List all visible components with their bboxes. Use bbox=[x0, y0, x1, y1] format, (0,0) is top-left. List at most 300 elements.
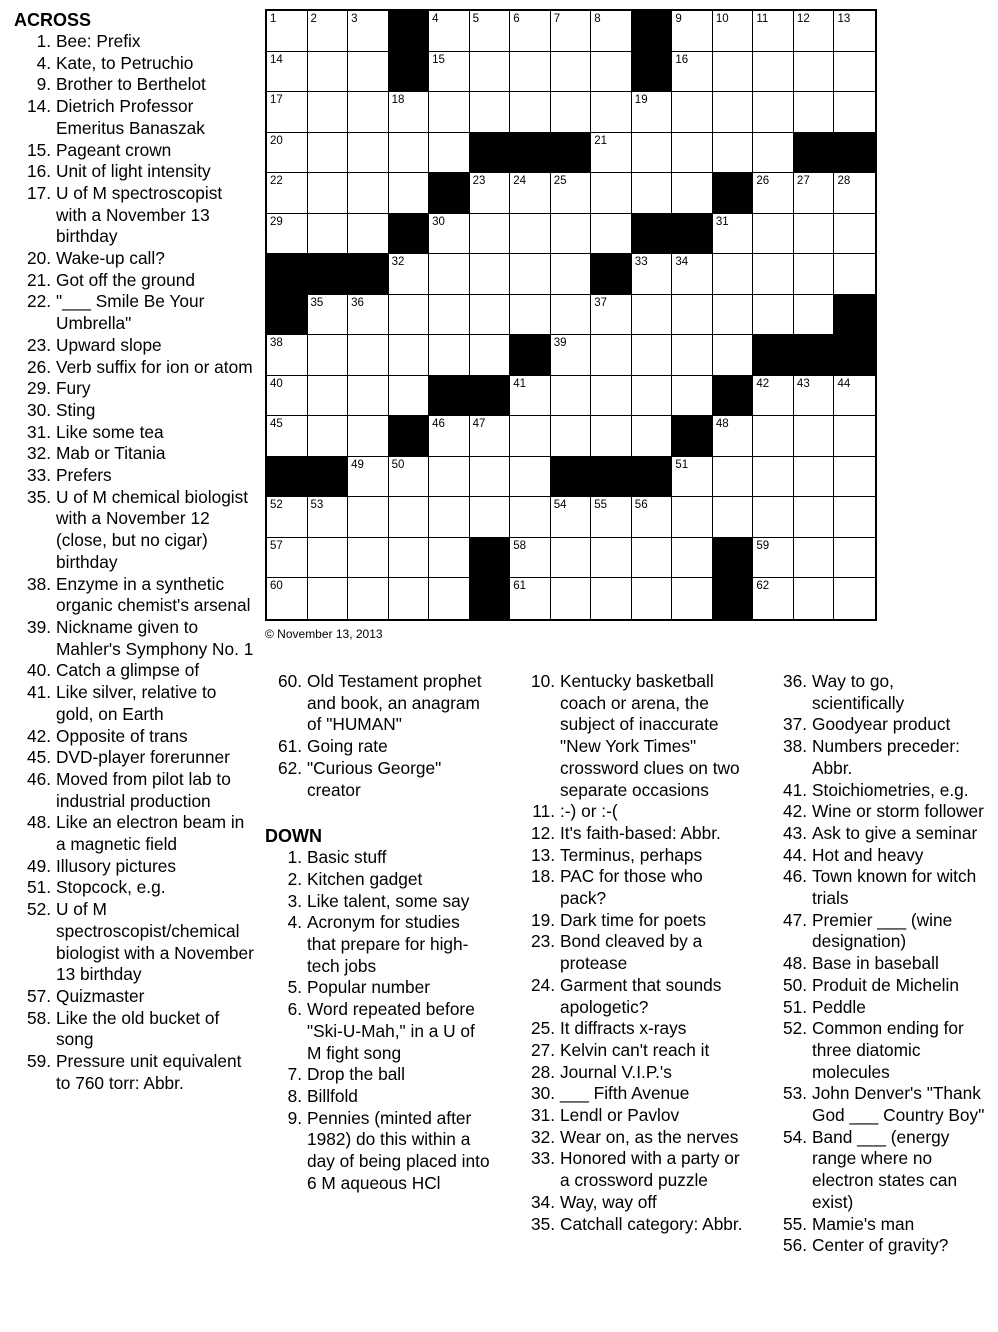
grid-cell[interactable] bbox=[834, 457, 875, 498]
grid-cell[interactable] bbox=[834, 254, 875, 295]
grid-cell[interactable] bbox=[429, 497, 470, 538]
grid-cell[interactable] bbox=[672, 578, 713, 619]
black-square bbox=[470, 133, 511, 174]
clue-number: 40. bbox=[26, 660, 51, 681]
cell-number: 48 bbox=[715, 418, 729, 431]
grid-cell[interactable] bbox=[591, 133, 632, 174]
grid-cell[interactable] bbox=[308, 497, 349, 538]
grid-cell[interactable] bbox=[591, 335, 632, 376]
clue-item bbox=[14, 617, 256, 660]
grid-cell[interactable] bbox=[551, 416, 592, 457]
clue-number: 37. bbox=[782, 714, 807, 735]
grid-cell[interactable] bbox=[429, 11, 470, 52]
grid-cell[interactable] bbox=[470, 335, 511, 376]
grid-cell[interactable] bbox=[348, 376, 389, 417]
grid-cell[interactable] bbox=[713, 335, 754, 376]
grid-cell[interactable] bbox=[632, 133, 673, 174]
clue-text: Kate, to Petruchio bbox=[56, 52, 194, 73]
grid-cell[interactable] bbox=[348, 214, 389, 255]
clue-item bbox=[265, 671, 492, 736]
clue-number: 3. bbox=[287, 890, 302, 911]
grid-cell[interactable] bbox=[470, 52, 511, 93]
clue-text: Way, way off bbox=[560, 1191, 657, 1212]
grid-cell[interactable] bbox=[551, 173, 592, 214]
clue-item bbox=[265, 869, 492, 891]
grid-cell[interactable] bbox=[713, 52, 754, 93]
black-square bbox=[429, 173, 470, 214]
grid-cell[interactable] bbox=[591, 578, 632, 619]
grid-cell[interactable] bbox=[429, 416, 470, 457]
grid-cell[interactable] bbox=[551, 538, 592, 579]
clue-text: Like silver, relative to gold, on Earth bbox=[56, 682, 217, 724]
clue-text: Nickname given to Mahler's Symphony No. 1 bbox=[56, 616, 254, 659]
clues-column-2 bbox=[520, 671, 745, 1235]
grid-cell[interactable] bbox=[794, 92, 835, 133]
cell-number: 38 bbox=[270, 337, 283, 350]
grid-cell[interactable] bbox=[713, 133, 754, 174]
black-square bbox=[632, 52, 673, 93]
clue-number: 43. bbox=[782, 822, 807, 843]
grid-cell[interactable] bbox=[389, 538, 430, 579]
clue-number: 23. bbox=[530, 931, 555, 952]
grid-cell[interactable] bbox=[429, 52, 470, 93]
clue-item bbox=[772, 736, 990, 779]
grid-cell[interactable] bbox=[591, 538, 632, 579]
clue-text: Opposite of trans bbox=[56, 725, 188, 746]
grid-cell[interactable] bbox=[794, 173, 835, 214]
grid-cell[interactable] bbox=[551, 52, 592, 93]
grid-cell[interactable] bbox=[348, 538, 389, 579]
clue-number: 58. bbox=[26, 1007, 51, 1028]
grid-cell[interactable] bbox=[672, 173, 713, 214]
grid-cell[interactable] bbox=[267, 376, 308, 417]
grid-cell[interactable] bbox=[551, 376, 592, 417]
black-square bbox=[267, 254, 308, 295]
grid-cell[interactable] bbox=[470, 497, 511, 538]
clue-item bbox=[772, 997, 990, 1019]
cell-number: 8 bbox=[594, 13, 601, 25]
cell-number: 23 bbox=[472, 175, 486, 188]
grid-cell[interactable] bbox=[834, 52, 875, 93]
grid-cell[interactable] bbox=[308, 376, 349, 417]
grid-cell[interactable] bbox=[389, 254, 430, 295]
grid-cell[interactable] bbox=[429, 457, 470, 498]
clue-item bbox=[772, 953, 990, 975]
grid-cell[interactable] bbox=[348, 578, 389, 619]
grid-cell[interactable] bbox=[470, 173, 511, 214]
grid-cell[interactable] bbox=[267, 538, 308, 579]
grid-cell[interactable] bbox=[389, 457, 430, 498]
grid-cell[interactable] bbox=[672, 376, 713, 417]
grid-cell[interactable] bbox=[348, 416, 389, 457]
clue-item bbox=[14, 747, 256, 769]
clue-text: Billfold bbox=[307, 1085, 358, 1106]
grid-cell[interactable] bbox=[672, 52, 713, 93]
grid-cell[interactable] bbox=[753, 416, 794, 457]
grid-cell[interactable] bbox=[348, 457, 389, 498]
grid-cell[interactable] bbox=[551, 92, 592, 133]
grid-cell[interactable] bbox=[429, 295, 470, 336]
clue-item bbox=[14, 378, 256, 400]
grid-cell[interactable] bbox=[753, 457, 794, 498]
grid-cell[interactable] bbox=[510, 578, 551, 619]
clue-text: Wear on, as the nerves bbox=[560, 1126, 739, 1147]
grid-cell[interactable] bbox=[753, 254, 794, 295]
grid-cell[interactable] bbox=[672, 538, 713, 579]
clue-number: 32. bbox=[530, 1126, 555, 1147]
grid-cell[interactable] bbox=[753, 11, 794, 52]
grid-cell[interactable] bbox=[753, 173, 794, 214]
grid-cell[interactable] bbox=[308, 214, 349, 255]
grid-cell[interactable] bbox=[389, 173, 430, 214]
grid-cell[interactable] bbox=[591, 173, 632, 214]
clue-text: Band ___ (energy range where no electron states can exist) bbox=[812, 1126, 958, 1212]
clue-number: 33. bbox=[530, 1148, 555, 1169]
grid-cell[interactable] bbox=[308, 52, 349, 93]
grid-cell[interactable] bbox=[591, 295, 632, 336]
grid-cell[interactable] bbox=[753, 214, 794, 255]
grid-cell[interactable] bbox=[308, 133, 349, 174]
grid-cell[interactable] bbox=[753, 538, 794, 579]
grid-cell[interactable] bbox=[794, 214, 835, 255]
cell-number: 35 bbox=[310, 296, 324, 309]
grid-cell[interactable] bbox=[591, 92, 632, 133]
clue-item bbox=[520, 1192, 745, 1214]
clue-number: 14. bbox=[26, 96, 51, 117]
clue-item bbox=[14, 487, 256, 574]
grid-cell[interactable] bbox=[794, 457, 835, 498]
grid-cell[interactable] bbox=[510, 376, 551, 417]
grid-cell[interactable] bbox=[510, 214, 551, 255]
grid-cell[interactable] bbox=[510, 173, 551, 214]
grid-cell[interactable] bbox=[510, 295, 551, 336]
cell-number: 45 bbox=[270, 418, 283, 431]
clue-item bbox=[520, 845, 745, 867]
grid-cell[interactable] bbox=[794, 578, 835, 619]
grid-cell[interactable] bbox=[794, 416, 835, 457]
grid-cell[interactable] bbox=[389, 578, 430, 619]
grid-cell[interactable] bbox=[834, 578, 875, 619]
black-square bbox=[834, 335, 875, 376]
grid-cell[interactable] bbox=[632, 92, 673, 133]
grid-cell[interactable] bbox=[834, 92, 875, 133]
black-square bbox=[551, 133, 592, 174]
grid-cell[interactable] bbox=[713, 92, 754, 133]
grid-cell[interactable] bbox=[267, 52, 308, 93]
clue-item bbox=[520, 1148, 745, 1191]
grid-cell[interactable] bbox=[834, 173, 875, 214]
clue-number: 33. bbox=[26, 465, 51, 486]
grid-cell[interactable] bbox=[591, 376, 632, 417]
grid-cell[interactable] bbox=[429, 92, 470, 133]
grid-cell[interactable] bbox=[672, 11, 713, 52]
grid-cell[interactable] bbox=[834, 376, 875, 417]
grid-cell[interactable] bbox=[672, 295, 713, 336]
grid-cell[interactable] bbox=[429, 538, 470, 579]
grid-cell[interactable] bbox=[348, 11, 389, 52]
cell-number: 60 bbox=[270, 580, 283, 593]
cell-number: 41 bbox=[513, 377, 526, 390]
grid-cell[interactable] bbox=[753, 295, 794, 336]
grid-cell[interactable] bbox=[308, 295, 349, 336]
grid-cell[interactable] bbox=[713, 11, 754, 52]
grid-cell[interactable] bbox=[551, 335, 592, 376]
black-square bbox=[713, 578, 754, 619]
grid-cell[interactable] bbox=[267, 578, 308, 619]
grid-cell[interactable] bbox=[713, 214, 754, 255]
grid-cell[interactable] bbox=[267, 11, 308, 52]
grid-cell[interactable] bbox=[470, 416, 511, 457]
grid-cell[interactable] bbox=[308, 416, 349, 457]
clue-item bbox=[772, 671, 990, 714]
grid-cell[interactable] bbox=[591, 416, 632, 457]
grid-cell[interactable] bbox=[348, 295, 389, 336]
clue-text: "___ Smile Be Your Umbrella" bbox=[56, 291, 205, 334]
clue-item bbox=[14, 248, 256, 270]
clue-text: Verb suffix for ion or atom bbox=[56, 356, 253, 377]
cell-number: 36 bbox=[351, 296, 364, 309]
grid-cell[interactable] bbox=[348, 335, 389, 376]
grid-cell[interactable] bbox=[470, 214, 511, 255]
clue-item bbox=[520, 931, 745, 974]
clue-item bbox=[772, 1127, 990, 1214]
grid-cell[interactable] bbox=[632, 538, 673, 579]
clue-item bbox=[14, 96, 256, 139]
clue-number: 38. bbox=[782, 736, 807, 757]
clue-item bbox=[265, 1108, 492, 1195]
grid-cell[interactable] bbox=[510, 92, 551, 133]
clue-text: Town known for witch trials bbox=[812, 866, 977, 909]
cell-number: 18 bbox=[391, 94, 405, 107]
grid-cell[interactable] bbox=[389, 133, 430, 174]
grid-cell[interactable] bbox=[632, 173, 673, 214]
grid-cell[interactable] bbox=[308, 578, 349, 619]
grid-cell[interactable] bbox=[510, 538, 551, 579]
grid-cell[interactable] bbox=[510, 457, 551, 498]
clue-number: 31. bbox=[26, 421, 51, 442]
clue-item bbox=[14, 856, 256, 878]
grid-cell[interactable] bbox=[591, 52, 632, 93]
clue-number: 8. bbox=[287, 1085, 302, 1106]
clue-item bbox=[14, 357, 256, 379]
clue-number: 48. bbox=[26, 812, 51, 833]
grid-cell[interactable] bbox=[672, 497, 713, 538]
cell-number: 3 bbox=[351, 13, 358, 25]
grid-cell[interactable] bbox=[267, 335, 308, 376]
grid-cell[interactable] bbox=[429, 578, 470, 619]
grid-cell[interactable] bbox=[591, 497, 632, 538]
cell-number: 53 bbox=[310, 499, 324, 512]
grid-cell[interactable] bbox=[672, 92, 713, 133]
grid-cell[interactable] bbox=[470, 92, 511, 133]
clue-number: 38. bbox=[26, 573, 51, 594]
grid-cell[interactable] bbox=[510, 11, 551, 52]
clue-text: Bond cleaved by a protease bbox=[560, 931, 703, 974]
grid-cell[interactable] bbox=[834, 11, 875, 52]
cell-number: 17 bbox=[270, 94, 283, 107]
grid-cell[interactable] bbox=[632, 497, 673, 538]
grid-cell[interactable] bbox=[794, 497, 835, 538]
grid-cell[interactable] bbox=[753, 376, 794, 417]
grid-cell[interactable] bbox=[429, 214, 470, 255]
grid-cell[interactable] bbox=[753, 497, 794, 538]
clues-column-1 bbox=[265, 671, 492, 1194]
clue-number: 20. bbox=[26, 248, 51, 269]
clue-number: 30. bbox=[530, 1083, 555, 1104]
grid-cell[interactable] bbox=[794, 376, 835, 417]
grid-cell[interactable] bbox=[470, 254, 511, 295]
grid-cell[interactable] bbox=[348, 92, 389, 133]
grid-cell[interactable] bbox=[834, 497, 875, 538]
grid-cell[interactable] bbox=[794, 52, 835, 93]
grid-cell[interactable] bbox=[389, 335, 430, 376]
clue-item bbox=[265, 847, 492, 869]
black-square bbox=[470, 578, 511, 619]
grid-cell[interactable] bbox=[308, 335, 349, 376]
grid-cell[interactable] bbox=[389, 92, 430, 133]
grid-cell[interactable] bbox=[834, 214, 875, 255]
grid-cell[interactable] bbox=[672, 254, 713, 295]
clue-item bbox=[14, 812, 256, 855]
clue-number: 54. bbox=[782, 1126, 807, 1147]
grid-cell[interactable] bbox=[753, 133, 794, 174]
clue-text: :-) or :-( bbox=[560, 801, 618, 822]
clue-item bbox=[14, 682, 256, 725]
grid-cell[interactable] bbox=[470, 457, 511, 498]
clue-item bbox=[14, 291, 256, 334]
grid-cell[interactable] bbox=[591, 11, 632, 52]
grid-cell[interactable] bbox=[267, 214, 308, 255]
cell-number: 13 bbox=[837, 13, 851, 25]
grid-cell[interactable] bbox=[713, 295, 754, 336]
grid-cell[interactable] bbox=[308, 173, 349, 214]
grid-cell[interactable] bbox=[551, 11, 592, 52]
clue-item bbox=[14, 74, 256, 96]
grid-cell[interactable] bbox=[794, 538, 835, 579]
clue-item bbox=[772, 801, 990, 823]
cell-number: 34 bbox=[675, 256, 689, 269]
clue-text: Bee: Prefix bbox=[56, 31, 141, 51]
grid-cell[interactable] bbox=[753, 52, 794, 93]
clue-text: U of M spectroscopist/chemical biologist with a November 13 birthday bbox=[56, 899, 254, 985]
grid-cell[interactable] bbox=[551, 214, 592, 255]
clue-item bbox=[14, 660, 256, 682]
grid-cell[interactable] bbox=[551, 578, 592, 619]
clue-text: Old Testament prophet and book, an anagram of "HUMAN" bbox=[307, 671, 482, 735]
grid-cell[interactable] bbox=[632, 254, 673, 295]
black-square bbox=[389, 416, 430, 457]
grid-cell[interactable] bbox=[510, 497, 551, 538]
grid-cell[interactable] bbox=[348, 497, 389, 538]
grid-cell[interactable] bbox=[348, 133, 389, 174]
grid-cell[interactable] bbox=[470, 11, 511, 52]
grid-cell[interactable] bbox=[510, 52, 551, 93]
across-clues bbox=[14, 9, 256, 1094]
grid-cell[interactable] bbox=[389, 497, 430, 538]
clue-number: 56. bbox=[782, 1235, 807, 1256]
grid-cell[interactable] bbox=[470, 295, 511, 336]
grid-cell[interactable] bbox=[713, 254, 754, 295]
clue-text: Garment that sounds apologetic? bbox=[560, 974, 722, 1017]
grid-cell[interactable] bbox=[753, 92, 794, 133]
grid-cell[interactable] bbox=[632, 578, 673, 619]
cell-number: 21 bbox=[594, 134, 608, 147]
grid-cell[interactable] bbox=[753, 578, 794, 619]
clue-number: 5. bbox=[287, 977, 302, 998]
clue-number: 55. bbox=[782, 1213, 807, 1234]
grid-cell[interactable] bbox=[672, 457, 713, 498]
grid-cell[interactable] bbox=[267, 133, 308, 174]
clue-number: 17. bbox=[26, 182, 51, 203]
grid-cell[interactable] bbox=[348, 52, 389, 93]
grid-cell[interactable] bbox=[632, 295, 673, 336]
cell-number: 19 bbox=[634, 94, 648, 107]
grid-cell[interactable] bbox=[713, 457, 754, 498]
grid-cell[interactable] bbox=[672, 133, 713, 174]
grid-cell[interactable] bbox=[308, 11, 349, 52]
clue-item bbox=[520, 1214, 745, 1236]
clue-text: Hot and heavy bbox=[812, 844, 924, 865]
grid-cell[interactable] bbox=[308, 538, 349, 579]
grid-cell[interactable] bbox=[632, 376, 673, 417]
clue-item bbox=[520, 975, 745, 1018]
grid-cell[interactable] bbox=[267, 497, 308, 538]
clue-number: 51. bbox=[782, 996, 807, 1017]
grid-cell[interactable] bbox=[429, 133, 470, 174]
grid-cell[interactable] bbox=[794, 11, 835, 52]
grid-cell[interactable] bbox=[713, 416, 754, 457]
cell-number: 7 bbox=[553, 13, 561, 25]
grid-cell[interactable] bbox=[429, 335, 470, 376]
grid-cell[interactable] bbox=[713, 497, 754, 538]
black-square bbox=[267, 457, 308, 498]
grid-cell[interactable] bbox=[389, 376, 430, 417]
grid-cell[interactable] bbox=[551, 254, 592, 295]
grid-cell[interactable] bbox=[834, 538, 875, 579]
grid-cell[interactable] bbox=[794, 254, 835, 295]
black-square bbox=[713, 376, 754, 417]
grid-cell[interactable] bbox=[632, 335, 673, 376]
grid-cell[interactable] bbox=[510, 254, 551, 295]
grid-cell[interactable] bbox=[834, 416, 875, 457]
grid-cell[interactable] bbox=[389, 295, 430, 336]
grid-cell[interactable] bbox=[267, 416, 308, 457]
grid-cell[interactable] bbox=[510, 416, 551, 457]
grid-cell[interactable] bbox=[672, 335, 713, 376]
cell-number: 32 bbox=[391, 256, 405, 269]
clue-number: 31. bbox=[530, 1105, 555, 1126]
black-square bbox=[591, 254, 632, 295]
clue-item bbox=[14, 140, 256, 162]
clue-text: Mamie's man bbox=[812, 1213, 915, 1234]
black-square bbox=[510, 133, 551, 174]
grid-cell[interactable] bbox=[632, 416, 673, 457]
grid-cell[interactable] bbox=[794, 295, 835, 336]
grid-cell[interactable] bbox=[591, 214, 632, 255]
cell-number: 55 bbox=[594, 499, 608, 512]
grid-cell[interactable] bbox=[551, 497, 592, 538]
black-square bbox=[713, 173, 754, 214]
grid-cell[interactable] bbox=[308, 92, 349, 133]
grid-cell[interactable] bbox=[348, 173, 389, 214]
grid-cell[interactable] bbox=[267, 92, 308, 133]
cell-number: 52 bbox=[270, 499, 283, 512]
clue-number: 42. bbox=[782, 801, 807, 822]
grid-cell[interactable] bbox=[429, 254, 470, 295]
grid-cell[interactable] bbox=[267, 173, 308, 214]
grid-cell[interactable] bbox=[551, 295, 592, 336]
cell-number: 27 bbox=[796, 175, 810, 188]
